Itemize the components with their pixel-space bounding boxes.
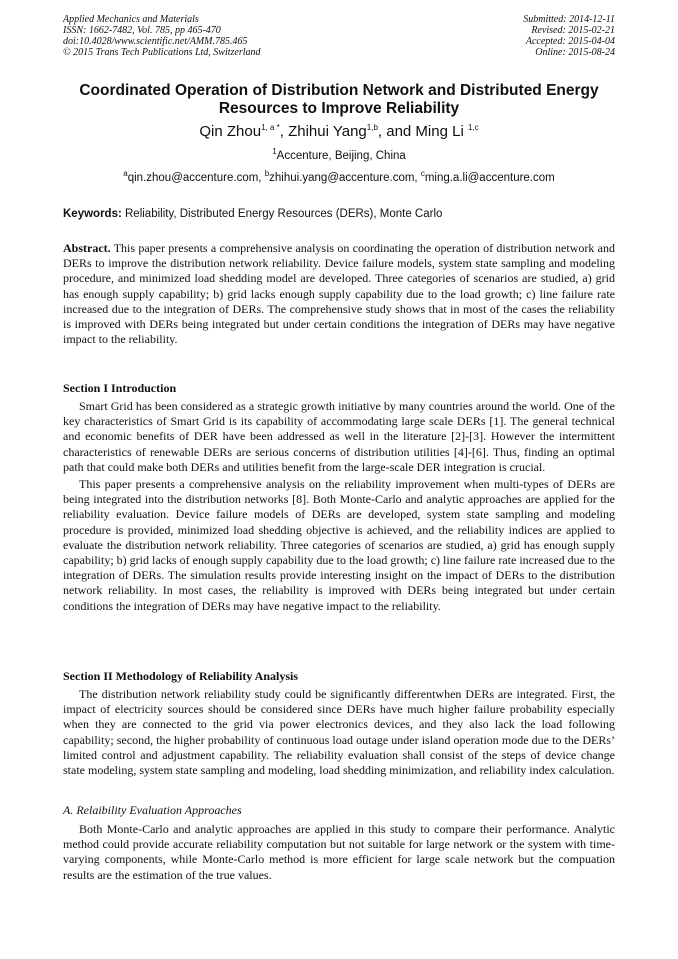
section-heading: Section II Methodology of Reliability Analysis	[63, 669, 299, 683]
email-superscript: b	[264, 169, 270, 179]
abstract	[63, 241, 615, 347]
journal-header-left	[63, 14, 261, 58]
journal-issn: ISSN: 1662-7482, Vol. 785, pp 465-470	[63, 25, 221, 36]
email-superscript: c	[420, 169, 425, 179]
author-superscript: 1, a *	[261, 123, 280, 132]
paragraph: This paper presents a comprehensive analysis on the reliability improvement when multi-types of DERs are being integrated into the distribution networks [8]. Both Monte-Carlo and analytic approaches are applied for the reliability evaluation. Device failure models of DERs are developed, system state sampling and modeling procedure is provided, minimized load shedding objective is achieved, and the reliability indices are applied to evaluate the distribution network reliability. Three categories of scenarios are studied, a) grid has enough supply capability; b) grid lacks of enough supply capability due to the load growth; c) line failure rate increased due to the integration of DERs. The simulation results provide interesting insight on the impact of DERs to the distribution network reliability. In most cases, the reliability is improved with DERs being integrated but under certain conditions the integration of DERs may have negative impact to the reliability.	[63, 477, 615, 613]
email-superscript: a	[123, 169, 128, 179]
author-separator: ,	[279, 123, 289, 140]
date-revised: Revised: 2015-02-21	[531, 25, 615, 36]
journal-header-right	[523, 14, 615, 58]
paper-title	[40, 82, 638, 118]
section-heading: Section I Introduction	[63, 381, 177, 395]
keywords-label: Keywords:	[63, 208, 122, 220]
journal-name: Applied Mechanics and Materials	[63, 14, 199, 25]
affiliation	[40, 149, 638, 163]
paragraph: The distribution network reliability study could be significantly differentwhen DERs are integrated. First, the impact of electricity sources should be considered since DERs have much higher failure probability especially when they are connected to the grid via power electronics devices, and they also lack the load following capability; second, the higher probability of continuous load outage under island operation mode due to the DERs’ limited control and adjustment capability. The reliability evaluation shall consist of the steps of device change state modeling, system state sampling and modeling, load shedding minimization, and reliability index calculation.	[63, 687, 615, 778]
author-name: Zhihui Yang	[288, 123, 367, 140]
date-submitted: Submitted: 2014-12-11	[523, 14, 615, 25]
email-address: qin.zhou@accenture.com,	[127, 172, 265, 184]
section-body	[63, 822, 615, 883]
author-superscript: 1,b	[366, 123, 378, 132]
author-name: Ming Li	[415, 123, 468, 140]
title-line-1: Coordinated Operation of Distribution Network and Distributed Energy	[79, 82, 599, 99]
date-online: Online: 2015-08-24	[535, 47, 615, 58]
abstract-label: Abstract.	[63, 241, 111, 255]
email-address: ming.a.li@accenture.com	[424, 172, 555, 184]
author-emails	[40, 171, 638, 185]
date-accepted: Accepted: 2015-04-04	[525, 36, 615, 47]
section-body	[63, 687, 615, 778]
author-superscript: 1,c	[467, 123, 479, 132]
subsection-heading: A. Relaibility Evaluation Approaches	[63, 803, 242, 817]
author-separator: , and	[377, 123, 416, 140]
affiliation-text: Accenture, Beijing, China	[276, 150, 406, 162]
section-body	[63, 399, 615, 614]
journal-doi: doi:10.4028/www.scientific.net/AMM.785.465	[63, 36, 248, 47]
title-line-2: Resources to Improve Reliability	[218, 100, 460, 117]
keywords	[63, 207, 623, 221]
journal-copyright: © 2015 Trans Tech Publications Ltd, Switzerland	[63, 47, 261, 58]
paragraph: Smart Grid has been considered as a strategic growth initiative by many countries around the world. One of the key characteristics of Smart Grid is its capability of accommodating large scale DERs [1]. The general technical and economic benefits of DER have been addressed as well in the literature [2]-[3]. However the intermittent characteristics of renewable DERs are serious concerns of distribution utilities [4]-[6]. Thus, finding an optimal path that could make both DERs and utilities benefit from the large-scale DER integration is crucial.	[63, 399, 615, 474]
paragraph: Both Monte-Carlo and analytic approaches are applied in this study to compare their performance. Analytic method could provide accurate reliability computation but not suitable for large network or the system with time-varying components, while Monte-Carlo method is more efficient for large scale network but the compuation results are the estimation of the true values.	[63, 822, 615, 882]
keywords-text: Reliability, Distributed Energy Resources (DERs), Monte Carlo	[121, 208, 443, 220]
affiliation-superscript: 1	[272, 147, 277, 157]
author-list	[40, 122, 638, 142]
author-name: Qin Zhou	[199, 123, 262, 140]
email-address: zhihui.yang@accenture.com,	[269, 172, 421, 184]
abstract-text: This paper presents a comprehensive analysis on coordinating the operation of distribution network and DERs to improve the distribution network reliability. Device failure models, system state sampling and modeling procedure, and minimized load shedding model are developed. Three categories of scenarios are studied, a) grid has enough supply capability; b) grid lacks enough supply capability due to the load growth; c) line failure rate increased due to the integration of DERs. The comprehensive study shows that in most of the cases the reliability is improved with DERs being integrated but under certain conditions the integration of DERs may have negative impact to the reliability.	[63, 241, 615, 347]
